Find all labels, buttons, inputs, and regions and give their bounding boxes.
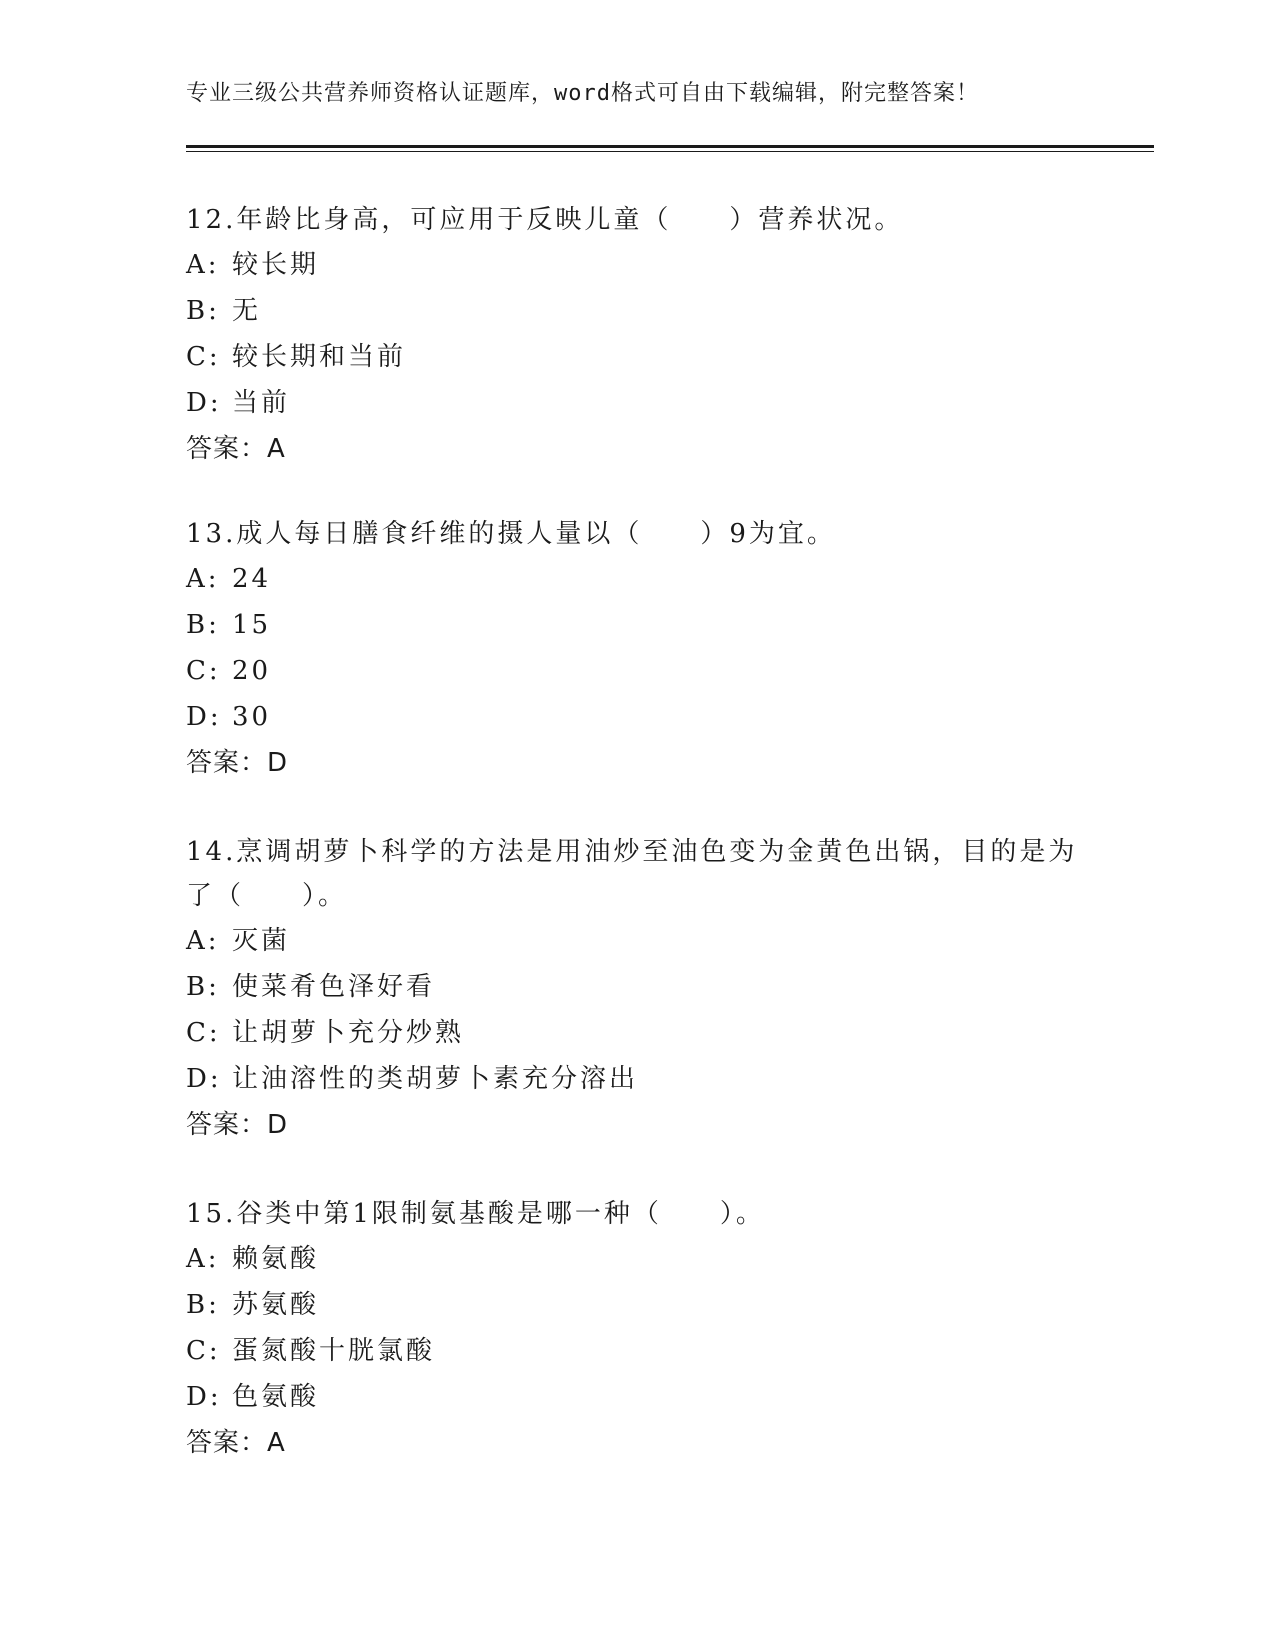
option-letter: B: — [186, 610, 220, 640]
option-text: 灭菌 — [232, 926, 291, 956]
option-c — [186, 1328, 1086, 1374]
option-text: 苏氨酸 — [232, 1290, 320, 1320]
question-stem: 15.谷类中第1限制氨基酸是哪一种（ ）。 — [186, 1199, 765, 1229]
option-text: 让胡萝卜充分炒熟 — [232, 1018, 465, 1048]
question-13 — [186, 512, 1086, 786]
option-letter: A: — [186, 564, 220, 594]
option-text: 使菜肴色泽好看 — [232, 972, 436, 1002]
option-text: 色氨酸 — [232, 1382, 320, 1412]
option-b — [186, 1282, 1086, 1328]
option-letter: C: — [186, 656, 221, 686]
option-letter: C: — [186, 342, 221, 372]
option-text: 蛋氮酸十胱氯酸 — [232, 1336, 436, 1366]
option-text: 赖氨酸 — [232, 1244, 320, 1274]
option-letter: C: — [186, 1018, 221, 1048]
option-letter: B: — [186, 1290, 220, 1320]
option-c — [186, 334, 1086, 380]
option-letter: C: — [186, 1336, 221, 1366]
option-b — [186, 964, 1086, 1010]
question-15 — [186, 1192, 1086, 1466]
header-rule-thin — [186, 151, 1154, 152]
option-letter: D: — [186, 1064, 222, 1094]
option-letter: A: — [186, 250, 220, 280]
option-text: 当前 — [232, 388, 291, 418]
option-d — [186, 380, 1086, 426]
option-text: 让油溶性的类胡萝卜素充分溶出 — [232, 1064, 639, 1094]
option-letter: D: — [186, 388, 222, 418]
answer-line: 答案：D — [186, 1110, 289, 1140]
option-text: 24 — [232, 564, 272, 594]
option-text: 30 — [232, 702, 272, 732]
option-text: 无 — [232, 296, 262, 326]
option-letter: A: — [186, 1244, 220, 1274]
option-a — [186, 918, 1086, 964]
option-c — [186, 648, 1086, 694]
option-a — [186, 242, 1086, 288]
answer-line: 答案：A — [186, 1428, 286, 1458]
option-a — [186, 556, 1086, 602]
option-a — [186, 1236, 1086, 1282]
question-stem: 14.烹调胡萝卜科学的方法是用油炒至油色变为金黄色出锅，目的是为了（ ）。 — [186, 837, 1078, 911]
option-d — [186, 1056, 1086, 1102]
question-stem: 13.成人每日膳食纤维的摄人量以（ ）9为宜。 — [186, 519, 836, 549]
question-12 — [186, 198, 1086, 472]
answer-line: 答案：D — [186, 748, 289, 778]
page-header: 专业三级公共营养师资格认证题库，word格式可自由下载编辑，附完整答案！ — [186, 81, 979, 106]
option-b — [186, 602, 1086, 648]
option-text: 15 — [232, 610, 272, 640]
option-letter: D: — [186, 702, 222, 732]
option-b — [186, 288, 1086, 334]
option-c — [186, 1010, 1086, 1056]
question-14 — [186, 830, 1086, 1148]
option-letter: D: — [186, 1382, 222, 1412]
option-letter: B: — [186, 296, 220, 326]
option-text: 较长期和当前 — [232, 342, 407, 372]
option-d — [186, 694, 1086, 740]
option-letter: A: — [186, 926, 220, 956]
option-text: 较长期 — [232, 250, 320, 280]
header-rule-thick — [186, 145, 1154, 148]
option-letter: B: — [186, 972, 220, 1002]
question-stem: 12.年龄比身高，可应用于反映儿童（ ）营养状况。 — [186, 205, 904, 235]
option-d — [186, 1374, 1086, 1420]
option-text: 20 — [232, 656, 272, 686]
answer-line: 答案：A — [186, 434, 286, 464]
